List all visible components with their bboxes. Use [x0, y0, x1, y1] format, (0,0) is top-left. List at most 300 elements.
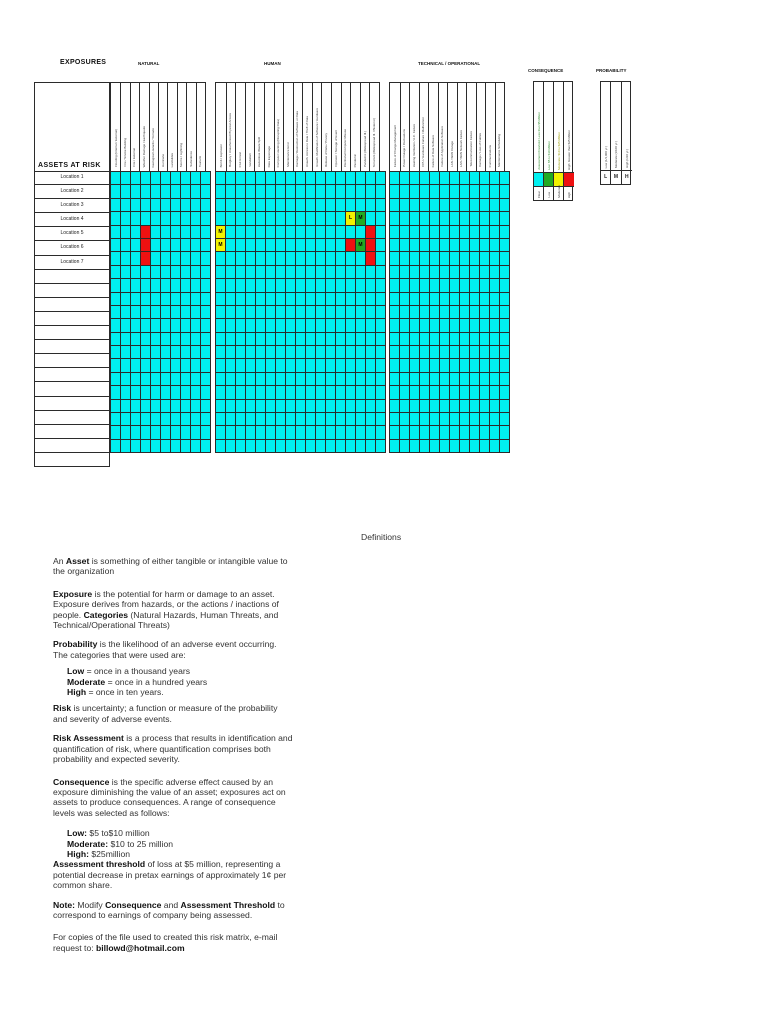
risk-cell: [470, 399, 480, 412]
risk-cell: [356, 426, 366, 439]
risk-cell: [500, 279, 510, 292]
risk-cell: [181, 346, 191, 359]
probability-legend-column: [601, 82, 611, 184]
assets-at-risk-label: ASSETS AT RISK: [38, 162, 101, 169]
risk-cell: [490, 305, 500, 318]
risk-cell: [151, 225, 161, 238]
asset-rows: [34, 171, 110, 467]
risk-cell: [141, 413, 151, 426]
risk-cell: [500, 386, 510, 399]
risk-cell: [470, 252, 480, 265]
copies-text: For copies of the file used to created this risk matrix, e-mail request to: billowd@hotmail.com: [53, 932, 278, 953]
risk-cell: [400, 372, 410, 385]
risk-cell: [460, 305, 470, 318]
column-header-label: Geological Hazards / Tornado: [151, 127, 156, 167]
risk-cell: [336, 238, 346, 251]
risk-cell: [490, 292, 500, 305]
risk-cell: [420, 279, 430, 292]
risk-cell: [390, 439, 400, 452]
risk-cell: [470, 279, 480, 292]
risk-cell: [440, 172, 450, 185]
risk-cell: [430, 198, 440, 211]
risk-cell: [430, 426, 440, 439]
risk-cell: [236, 265, 246, 278]
risk-cell: [161, 305, 171, 318]
risk-cell: [420, 386, 430, 399]
risk-cell: [121, 372, 131, 385]
risk-cell: [191, 332, 201, 345]
risk-cell: [390, 332, 400, 345]
risk-cell: [256, 439, 266, 452]
risk-cell: [460, 185, 470, 198]
risk-cell: [226, 305, 236, 318]
risk-cell: [430, 305, 440, 318]
risk-cell: [400, 185, 410, 198]
risk-cell: [410, 305, 420, 318]
risk-cell: [306, 252, 316, 265]
risk-cell: [171, 252, 181, 265]
risk-cell: [336, 413, 346, 426]
risk-cell: [171, 386, 181, 399]
column-header-label: Damage / Loss of Cables: [478, 133, 483, 167]
risk-cell: [286, 265, 296, 278]
risk-cell: [356, 359, 366, 372]
risk-cell: [276, 252, 286, 265]
risk-cell: [366, 185, 376, 198]
risk-cell: [390, 372, 400, 385]
risk-cell: [216, 413, 226, 426]
risk-cell: [201, 225, 211, 238]
risk-cell: [400, 252, 410, 265]
risk-cell: [500, 252, 510, 265]
risk-cell: [191, 372, 201, 385]
consequence-legend-column: [544, 82, 554, 200]
risk-cell: [500, 346, 510, 359]
consequence-color-swatch: [564, 172, 574, 187]
risk-cell: [410, 413, 420, 426]
risk-cell: [191, 225, 201, 238]
column-header-label: Power Outage / Fluctuations: [402, 129, 407, 167]
column-header-label: Data Espionage: [266, 145, 271, 167]
risk-cell: [131, 346, 141, 359]
risk-cell: [141, 265, 151, 278]
risk-cell: [161, 238, 171, 251]
risk-cell: [131, 292, 141, 305]
risk-cell: [161, 198, 171, 211]
risk-cell: [316, 292, 326, 305]
risk-cell: [306, 439, 316, 452]
column-header: [495, 83, 505, 171]
probability-heading: PROBABILITY: [596, 68, 627, 73]
risk-cell: [356, 172, 366, 185]
risk-cell: [226, 359, 236, 372]
risk-cell: [266, 279, 276, 292]
risk-cell: [276, 172, 286, 185]
risk-cell: [171, 359, 181, 372]
risk-cell: [410, 252, 420, 265]
risk-cell: [450, 292, 460, 305]
risk-cell: [376, 426, 386, 439]
risk-cell: [376, 332, 386, 345]
risk-cell: [266, 386, 276, 399]
risk-cell: [430, 319, 440, 332]
risk-cell: [171, 225, 181, 238]
risk-cell: [336, 372, 346, 385]
risk-cell: [296, 292, 306, 305]
risk-cell: [430, 172, 440, 185]
risk-cell: [266, 332, 276, 345]
risk-cell: [376, 413, 386, 426]
risk-cell: [460, 292, 470, 305]
risk-cell: [306, 413, 316, 426]
risk-cell: [326, 292, 336, 305]
risk-cell: [226, 265, 236, 278]
risk-cell: [131, 319, 141, 332]
risk-cell: [490, 386, 500, 399]
risk-cell: [460, 172, 470, 185]
probability-key: M: [611, 170, 620, 184]
column-header-label: LAN / WAN Network Failure: [459, 129, 464, 167]
risk-cell: [500, 292, 510, 305]
risk-cell: [450, 198, 460, 211]
risk-cell: [316, 212, 326, 225]
risk-cell: [440, 185, 450, 198]
column-header-label: Damage / Destruction of Software or Data: [295, 111, 300, 167]
risk-cell: [141, 225, 151, 238]
risk-cell: [141, 399, 151, 412]
risk-cell: [460, 265, 470, 278]
risk-cell: [440, 426, 450, 439]
risk-cell: [226, 292, 236, 305]
risk-cell: [141, 292, 151, 305]
risk-cell: [121, 319, 131, 332]
risk-cell: [296, 265, 306, 278]
risk-cell: [236, 332, 246, 345]
risk-cell: [121, 399, 131, 412]
risk-cell: [346, 439, 356, 452]
risk-cell: [376, 399, 386, 412]
risk-cell: [410, 172, 420, 185]
risk-cell: [181, 305, 191, 318]
risk-cell: [246, 238, 256, 251]
risk-cell: [346, 172, 356, 185]
risk-cell: [296, 305, 306, 318]
column-header-label: Bomb / Explosion: [218, 143, 223, 167]
risk-cell: [216, 399, 226, 412]
risk-cell: [390, 319, 400, 332]
risk-cell: [276, 292, 286, 305]
risk-cell: [296, 346, 306, 359]
risk-cell: [500, 265, 510, 278]
risk-cell: [336, 185, 346, 198]
risk-cell: [316, 426, 326, 439]
risk-cell: [226, 238, 236, 251]
risk-cell: [500, 198, 510, 211]
risk-cell: [410, 279, 420, 292]
risk-cell: [121, 292, 131, 305]
risk-cell: [420, 346, 430, 359]
risk-cell: [326, 305, 336, 318]
risk-cell: [400, 279, 410, 292]
risk-cell: [111, 359, 121, 372]
risk-cell: [131, 279, 141, 292]
column-header-label: Civil Unrest: [237, 151, 242, 167]
risk-cell: [470, 305, 480, 318]
risk-cell: [246, 319, 256, 332]
asset-row: [34, 354, 110, 368]
risk-cell: [201, 413, 211, 426]
risk-cell: [450, 212, 460, 225]
risk-cell: [131, 185, 141, 198]
risk-cell: [266, 225, 276, 238]
risk-cell: [161, 386, 171, 399]
risk-cell: [286, 399, 296, 412]
risk-cell: [440, 332, 450, 345]
risk-cell: [316, 372, 326, 385]
risk-cell: [171, 413, 181, 426]
risk-cell: [151, 413, 161, 426]
risk-cell: [201, 265, 211, 278]
risk-cell: [216, 265, 226, 278]
risk-cell: [256, 238, 266, 251]
risk-cell: [121, 185, 131, 198]
risk-cell: [151, 172, 161, 185]
risk-cell: [376, 172, 386, 185]
column-header-label: Maintenance Error: [285, 142, 290, 167]
risk-assessment-definition: Risk Assessment is a process that results in identification and quantification of risk, where quantification comprises both probability and expected severity.: [53, 733, 293, 765]
risk-cell: [430, 399, 440, 412]
risk-cell: [500, 426, 510, 439]
risk-cell: [266, 346, 276, 359]
risk-cell: [216, 172, 226, 185]
risk-cell: [450, 332, 460, 345]
risk-cell: [480, 172, 490, 185]
risk-cell: [141, 359, 151, 372]
risk-cell: [276, 279, 286, 292]
risk-cell: [191, 185, 201, 198]
risk-cell: [141, 346, 151, 359]
risk-cell: [121, 359, 131, 372]
risk-cell: [470, 346, 480, 359]
risk-cell: [151, 265, 161, 278]
risk-cell: [286, 198, 296, 211]
risk-cell: [216, 292, 226, 305]
risk-cell: [141, 332, 151, 345]
risk-cell: [236, 319, 246, 332]
risk-cell: [390, 279, 400, 292]
risk-cell: [420, 399, 430, 412]
risk-cell: [376, 198, 386, 211]
risk-cell: [236, 399, 246, 412]
risk-cell: [161, 252, 171, 265]
risk-cell: [236, 198, 246, 211]
risk-cell: [246, 413, 256, 426]
risk-cell: [236, 212, 246, 225]
risk-cell: [460, 319, 470, 332]
risk-cell: [326, 252, 336, 265]
risk-cell: [366, 426, 376, 439]
risk-cell: [151, 426, 161, 439]
risk-cell: [296, 172, 306, 185]
risk-cell: [226, 252, 236, 265]
risk-cell: [430, 292, 440, 305]
risk-cell: [346, 198, 356, 211]
risk-cell: [366, 238, 376, 251]
risk-cell: [460, 372, 470, 385]
risk-cell: [256, 359, 266, 372]
risk-cell: [430, 372, 440, 385]
risk-cell: [161, 372, 171, 385]
risk-cell: [216, 238, 226, 251]
risk-cell: [256, 319, 266, 332]
risk-cell: [141, 372, 151, 385]
risk-cell: [131, 413, 141, 426]
risk-cell: [450, 399, 460, 412]
risk-cell: [151, 359, 161, 372]
risk-cell: [121, 172, 131, 185]
risk-cell: [336, 386, 346, 399]
risk-cell: [131, 386, 141, 399]
risk-cell: [246, 426, 256, 439]
risk-cell: [131, 372, 141, 385]
risk-cell: [316, 185, 326, 198]
risk-cell: [171, 399, 181, 412]
consequence-legend-label: High: Greater than $25 Million: [567, 130, 571, 170]
risk-cell: [296, 359, 306, 372]
risk-cell: [216, 426, 226, 439]
risk-cell: [400, 359, 410, 372]
risk-cell: [410, 292, 420, 305]
risk-cell: [500, 332, 510, 345]
risk-cell: [276, 198, 286, 211]
risk-cell: [316, 252, 326, 265]
asset-row: [34, 312, 110, 326]
column-header-label: Landslides: [170, 152, 175, 167]
risk-cell: [216, 305, 226, 318]
risk-cell: [276, 359, 286, 372]
risk-cell: [410, 212, 420, 225]
consequence-legend-column: [564, 82, 574, 200]
risk-cell: [490, 265, 500, 278]
risk-cell: [410, 238, 420, 251]
risk-cell: [316, 399, 326, 412]
risk-cell: [440, 292, 450, 305]
probability-moderate: Moderate = once in a hundred years: [67, 676, 208, 687]
risk-cell: [256, 305, 266, 318]
risk-cell: [131, 225, 141, 238]
risk-cell: [480, 212, 490, 225]
risk-cell: [286, 426, 296, 439]
email-link[interactable]: billowd@hotmail.com: [96, 942, 185, 953]
risk-cell: [390, 198, 400, 211]
risk-cell: [346, 292, 356, 305]
risk-cell: [181, 252, 191, 265]
risk-cell: [346, 426, 356, 439]
risk-cell: [111, 198, 121, 211]
risk-cell: [490, 252, 500, 265]
risk-cell: [286, 238, 296, 251]
risk-cell: [246, 359, 256, 372]
risk-cell: [201, 198, 211, 211]
risk-cell: [121, 238, 131, 251]
risk-cell: [420, 292, 430, 305]
risk-cell: [316, 305, 326, 318]
risk-cell: [266, 185, 276, 198]
risk-cell: [480, 198, 490, 211]
risk-cell: [306, 212, 316, 225]
risk-cell: [470, 212, 480, 225]
risk-cell: [356, 346, 366, 359]
risk-cell: [460, 198, 470, 211]
probability-legend: [600, 81, 631, 185]
risk-cell: [256, 346, 266, 359]
risk-cell: [346, 212, 356, 225]
risk-cell: [336, 346, 346, 359]
column-header-label: Weather Damage / Earthquake: [141, 125, 146, 167]
column-header-label: Fire / External: [132, 148, 137, 167]
risk-cell: [480, 185, 490, 198]
risk-cell: [430, 185, 440, 198]
risk-cell: [500, 399, 510, 412]
risk-cell: [141, 172, 151, 185]
risk-cell: [460, 346, 470, 359]
risk-cell: [450, 172, 460, 185]
definitions-body: [53, 556, 293, 953]
risk-cell: [490, 172, 500, 185]
risk-cell: [266, 265, 276, 278]
risk-cell: [191, 305, 201, 318]
risk-cell: [500, 225, 510, 238]
risk-cell: [326, 319, 336, 332]
risk-cell: [356, 305, 366, 318]
risk-cell: [226, 172, 236, 185]
risk-cell: [346, 305, 356, 318]
risk-cell: [121, 332, 131, 345]
assessment-threshold-definition: Assessment threshold of loss at $5 million, representing a potential decrease in pretax earnings of approximately 1¢ per common share.: [53, 859, 287, 891]
risk-cell: [460, 386, 470, 399]
risk-cell: [346, 319, 356, 332]
risk-cell: [390, 305, 400, 318]
human-grid: [215, 171, 386, 453]
risk-cell: [296, 185, 306, 198]
risk-cell: [181, 439, 191, 452]
risk-cell: [286, 185, 296, 198]
risk-cell: [181, 399, 191, 412]
risk-cell: [171, 346, 181, 359]
column-header-label: Telecommunication Failure: [468, 131, 473, 167]
risk-cell: [410, 185, 420, 198]
risk-cell: [376, 212, 386, 225]
column-header-label: Unauth. Access to Data / Theft of Data: [305, 115, 310, 167]
consequence-color-swatch: [544, 172, 553, 187]
risk-cell: [276, 185, 286, 198]
risk-cell: [460, 252, 470, 265]
risk-cell: [450, 238, 460, 251]
risk-cell: [410, 198, 420, 211]
risk-cell: [201, 439, 211, 452]
risk-cell: [151, 372, 161, 385]
risk-cell: [356, 185, 366, 198]
risk-cell: [226, 426, 236, 439]
risk-cell: [470, 225, 480, 238]
risk-cell: [246, 346, 256, 359]
risk-cell: [286, 212, 296, 225]
risk-cell: [216, 252, 226, 265]
risk-cell: [121, 386, 131, 399]
risk-cell: [390, 265, 400, 278]
consequence-legend: [533, 81, 573, 201]
risk-cell: [316, 265, 326, 278]
